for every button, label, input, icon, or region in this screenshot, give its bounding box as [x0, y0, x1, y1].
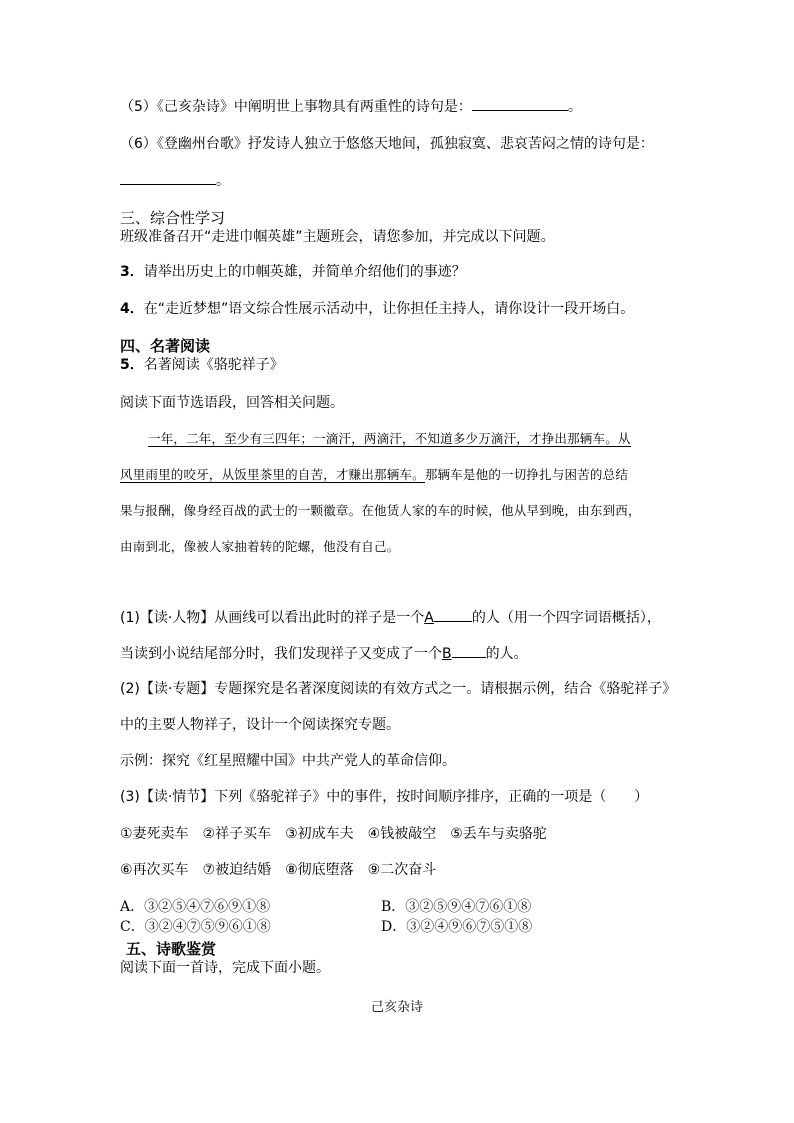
question-3-number: 3．: [120, 264, 144, 280]
question-4-number: 4．: [120, 301, 144, 317]
question-6-blank-line: 。: [120, 170, 230, 190]
sub-question-1-line-1: [120, 607, 661, 627]
option-a[interactable]: A．③②⑤④⑦⑥⑨①⑧: [120, 899, 271, 915]
sub-question-1-line-2: [120, 643, 528, 663]
example-text: 示例：探究《红星照耀中国》中共产党人的革命信仰。: [120, 753, 456, 769]
section-4-heading: 四、名著阅读: [120, 337, 211, 355]
passage-underlined-1: 一年，二年，至少有三四年；一滴汗，两滴汗，不知道多少万滴汗，才挣出那辆车。从: [148, 431, 631, 446]
section-3-intro: 班级准备召开“走进巾帼英雄”主题班会，请您参加，并完成以下问题。: [120, 229, 555, 245]
passage-line-1: [120, 430, 676, 448]
question-4: [120, 300, 634, 318]
blank-A-label: A: [424, 610, 434, 626]
question-5-text: （5）《己亥杂诗》中阐明世上事物具有两重性的诗句是：: [120, 99, 472, 115]
answer-blank-5[interactable]: [472, 96, 568, 111]
question-5-book: [120, 356, 284, 374]
question-5-line: （5）《己亥杂诗》中阐明世上事物具有两重性的诗句是： 。: [120, 96, 582, 116]
answer-blank-A[interactable]: [434, 607, 472, 622]
section-3-heading: 三、综合性学习: [120, 209, 226, 227]
sub-question-1-text-c: 当读到小说结尾部分时，我们发现祥子又变成了一个: [120, 646, 442, 662]
passage-line-4: 由南到北，像被人家抽着转的陀螺，他没有自己。: [120, 539, 400, 554]
section-5-instruction: 阅读下面一首诗，完成下面小题。: [120, 960, 330, 976]
question-3: [120, 263, 466, 281]
sub-question-3: (3)【读·情节】下列《骆驼祥子》中的事件，按时间顺序排序，正确的一项是（ ）: [120, 789, 649, 805]
question-5-book-number: 5．: [120, 357, 144, 373]
passage-underlined-2: 风里雨里的咬牙，从饭里茶里的自苦，才赚出那辆车。: [120, 467, 425, 482]
poem-title: 己亥杂诗: [370, 1000, 423, 1015]
question-5-book-text: 名著阅读《骆驼祥子》: [143, 357, 284, 373]
sub-question-1-text-b: 的人（用一个四字词语概括），: [471, 610, 661, 626]
passage-text-2: 那辆车是他的一切挣扎与困苦的总结: [424, 467, 629, 482]
answer-blank-B[interactable]: [452, 643, 486, 658]
option-c[interactable]: C．③②④⑦⑤⑨⑥①⑧: [120, 919, 271, 935]
option-b[interactable]: B．③②⑤⑨④⑦⑥①⑧: [381, 899, 532, 915]
sub-question-2-line-2: 中的主要人物祥子，设计一个阅读探究专题。: [120, 717, 400, 733]
sub-question-1-text-d: 的人。: [485, 646, 528, 662]
passage-line-3: 果与报酬，像身经百战的武士的一颗徽章。在他赁人家的车的时候，他从早到晚，由东到西，: [120, 503, 641, 518]
question-6-text: （6）《登幽州台歌》抒发诗人独立于悠悠天地间，孤独寂寞、悲哀苦闷之情的诗句是：: [120, 136, 654, 152]
blank-B-label: B: [442, 646, 452, 662]
question-4-text: 在“走近梦想”语文综合性展示活动中，让你担任主持人，请你设计一段开场白。: [143, 301, 635, 317]
reading-instruction: 阅读下面节选语段，回答相关问题。: [120, 395, 344, 411]
answer-blank-6[interactable]: [120, 170, 216, 185]
events-line-2: ⑥再次买车 ⑦被迫结婚 ⑧彻底堕落 ⑨二次奋斗: [120, 862, 437, 878]
passage-line-2: [120, 466, 676, 484]
option-d[interactable]: D．③②④⑨⑥⑦⑤①⑧: [381, 919, 533, 935]
section-5-heading: 五、诗歌鉴赏: [126, 940, 217, 958]
question-3-text: 请举出历史上的巾帼英雄，并简单介绍他们的事迹？: [143, 264, 466, 280]
sub-question-2-line-1: (2)【读·专题】专题探究是名著深度阅读的有效方式之一。请根据示例，结合《骆驼祥子》: [120, 681, 677, 697]
events-line-1: ①妻死卖车 ②祥子买车 ③初成车夫 ④钱被敲空 ⑤丢车与卖骆驼: [120, 826, 547, 842]
sub-question-1-text-a: (1)【读·人物】从画线可以看出此时的祥子是一个: [120, 610, 425, 626]
